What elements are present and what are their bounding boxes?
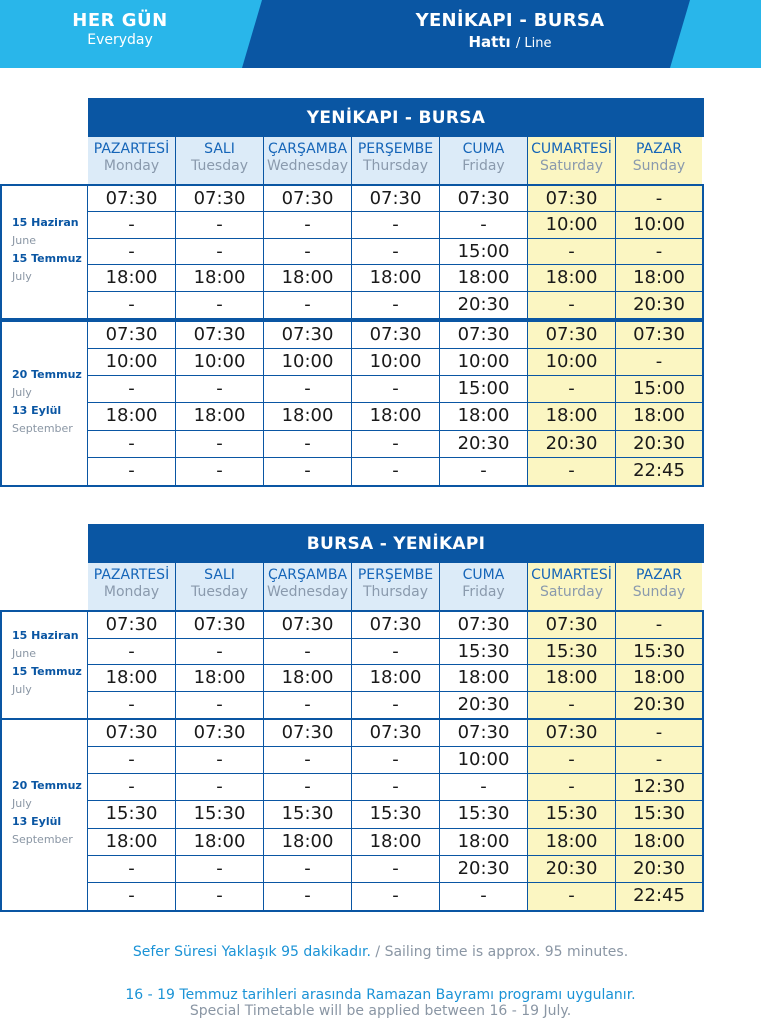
departure-time-cell: - bbox=[440, 212, 528, 237]
day-name-en: Sunday bbox=[632, 158, 686, 174]
departure-time-cell: 18:00 bbox=[440, 665, 528, 691]
departure-time-cell: 18:00 bbox=[528, 265, 616, 290]
departure-time-cell: - bbox=[352, 292, 440, 318]
departure-time-cell: - bbox=[528, 458, 616, 485]
departure-time-cell: - bbox=[528, 376, 616, 402]
departure-time-cell: 07:30 bbox=[528, 720, 616, 746]
time-row bbox=[88, 639, 702, 666]
departure-time-cell: - bbox=[264, 239, 352, 264]
frequency-subtitle: Everyday bbox=[87, 32, 153, 48]
period-month-en: June bbox=[12, 647, 36, 660]
time-row bbox=[88, 239, 702, 265]
departure-time-cell: 07:30 bbox=[88, 720, 176, 746]
day-name-en: Wednesday bbox=[266, 584, 349, 600]
departure-time-cell: 18:00 bbox=[528, 403, 616, 429]
day-header bbox=[616, 563, 702, 610]
departure-time-cell: - bbox=[528, 747, 616, 773]
departure-time-cell: - bbox=[352, 774, 440, 800]
day-header bbox=[440, 137, 528, 184]
departure-time-cell: 12:30 bbox=[616, 774, 702, 800]
departure-time-cell: - bbox=[616, 747, 702, 773]
time-row bbox=[88, 212, 702, 238]
time-row bbox=[88, 431, 702, 458]
time-row bbox=[88, 186, 702, 212]
departure-time-cell: 20:30 bbox=[440, 431, 528, 457]
day-name-tr: CUMARTESİ bbox=[531, 567, 612, 583]
time-row bbox=[88, 376, 702, 403]
departure-time-cell: 18:00 bbox=[352, 665, 440, 691]
time-row bbox=[88, 612, 702, 639]
frequency-label bbox=[30, 10, 210, 48]
departure-time-cell: 18:00 bbox=[176, 265, 264, 290]
departure-time-cell: - bbox=[616, 720, 702, 746]
line-subtitle bbox=[340, 33, 680, 51]
departure-time-cell: 07:30 bbox=[440, 720, 528, 746]
departure-time-cell: 20:30 bbox=[440, 692, 528, 719]
departure-time-cell: - bbox=[88, 431, 176, 457]
time-row bbox=[88, 349, 702, 376]
departure-time-cell: - bbox=[176, 376, 264, 402]
departure-time-cell: - bbox=[440, 883, 528, 910]
day-name-tr: PERŞEMBE bbox=[357, 141, 434, 157]
day-name-en: Tuesday bbox=[191, 158, 248, 174]
departure-time-cell: 07:30 bbox=[264, 612, 352, 638]
departure-time-cell: 07:30 bbox=[176, 720, 264, 746]
period-month-en: September bbox=[12, 421, 73, 435]
departure-time-cell: - bbox=[88, 292, 176, 318]
day-name-tr: CUMA bbox=[462, 141, 505, 157]
departure-time-cell: 15:00 bbox=[440, 376, 528, 402]
departure-time-cell: - bbox=[88, 774, 176, 800]
day-header bbox=[616, 137, 702, 184]
departure-time-cell: - bbox=[352, 431, 440, 457]
time-row bbox=[88, 403, 702, 430]
departure-time-cell: 18:00 bbox=[528, 829, 616, 855]
day-header bbox=[440, 563, 528, 610]
departure-time-cell: - bbox=[264, 458, 352, 485]
departure-time-cell: 10:00 bbox=[528, 212, 616, 237]
departure-time-cell: - bbox=[176, 692, 264, 719]
period-block bbox=[0, 718, 704, 912]
day-header bbox=[352, 137, 440, 184]
departure-time-cell: - bbox=[528, 239, 616, 264]
departure-time-cell: 18:00 bbox=[88, 403, 176, 429]
departure-time-cell: 07:30 bbox=[88, 186, 176, 211]
departure-time-cell: 18:00 bbox=[176, 403, 264, 429]
departure-time-cell: - bbox=[264, 883, 352, 910]
departure-time-cell: 18:00 bbox=[352, 265, 440, 290]
departure-time-cell: - bbox=[528, 692, 616, 719]
departure-time-cell: - bbox=[264, 639, 352, 665]
departure-time-cell: - bbox=[88, 692, 176, 719]
departure-time-cell: 07:30 bbox=[176, 186, 264, 211]
departure-time-cell: 18:00 bbox=[176, 829, 264, 855]
period-dates bbox=[2, 612, 88, 718]
departure-time-cell: 15:30 bbox=[616, 801, 702, 827]
departure-time-cell: 07:30 bbox=[176, 612, 264, 638]
departure-time-cell: - bbox=[176, 774, 264, 800]
period-month-en: July bbox=[12, 797, 32, 810]
header-banner bbox=[0, 0, 761, 68]
day-header bbox=[528, 563, 616, 610]
departure-time-cell: 18:00 bbox=[616, 265, 702, 290]
departure-time-cell: 18:00 bbox=[440, 829, 528, 855]
departure-time-cell: - bbox=[176, 292, 264, 318]
departure-time-cell: 15:00 bbox=[616, 376, 702, 402]
departure-time-cell: - bbox=[88, 747, 176, 773]
period-month-en: July bbox=[12, 683, 32, 696]
departure-time-cell: 07:30 bbox=[616, 322, 702, 348]
departure-time-cell: 15:30 bbox=[176, 801, 264, 827]
departure-time-cell: - bbox=[264, 292, 352, 318]
day-name-tr: ÇARŞAMBA bbox=[267, 567, 348, 583]
departure-time-cell: 07:30 bbox=[528, 612, 616, 638]
period-dates bbox=[2, 186, 88, 318]
day-headers bbox=[88, 137, 704, 184]
day-name-en: Monday bbox=[103, 584, 160, 600]
period-month-en: July bbox=[12, 385, 32, 399]
time-row bbox=[88, 856, 702, 883]
departure-time-cell: 18:00 bbox=[616, 665, 702, 691]
departure-time-cell: 15:30 bbox=[440, 639, 528, 665]
departure-time-cell: 07:30 bbox=[440, 612, 528, 638]
day-name-tr: SALI bbox=[204, 141, 235, 157]
period-block bbox=[0, 184, 704, 320]
departure-time-cell: 07:30 bbox=[352, 612, 440, 638]
departure-time-cell: - bbox=[528, 774, 616, 800]
period-block bbox=[0, 610, 704, 720]
departure-time-cell: 18:00 bbox=[88, 665, 176, 691]
special-timetable-en: Special Timetable will be applied between 16 - 19 July. bbox=[189, 1003, 572, 1019]
departure-time-cell: - bbox=[352, 212, 440, 237]
special-timetable-tr: 16 - 19 Temmuz tarihleri arasında Ramazan Bayramı programı uygulanır. bbox=[125, 987, 636, 1003]
departure-time-cell: - bbox=[528, 292, 616, 318]
period-month-en: September bbox=[12, 833, 73, 846]
departure-time-cell: - bbox=[176, 856, 264, 882]
departure-time-cell: 07:30 bbox=[528, 322, 616, 348]
departure-time-cell: 18:00 bbox=[88, 265, 176, 290]
day-name-en: Saturday bbox=[539, 158, 604, 174]
departure-time-cell: 18:00 bbox=[616, 829, 702, 855]
departure-time-cell: - bbox=[264, 774, 352, 800]
departure-time-cell: - bbox=[440, 774, 528, 800]
departure-time-cell: 07:30 bbox=[352, 720, 440, 746]
schedule-title: BURSA - YENİKAPI bbox=[88, 524, 704, 563]
period-dates bbox=[2, 720, 88, 910]
day-header bbox=[88, 137, 176, 184]
time-row bbox=[88, 774, 702, 801]
day-name-en: Thursday bbox=[362, 584, 429, 600]
departure-time-cell: - bbox=[176, 431, 264, 457]
departure-time-cell: - bbox=[352, 747, 440, 773]
departure-time-cell: 18:00 bbox=[616, 403, 702, 429]
departure-time-cell: 10:00 bbox=[88, 349, 176, 375]
departure-time-cell: 18:00 bbox=[264, 665, 352, 691]
line-label bbox=[340, 10, 680, 51]
period-month-en: July bbox=[12, 270, 32, 283]
departure-time-cell: 07:30 bbox=[352, 186, 440, 211]
departure-time-cell: 10:00 bbox=[264, 349, 352, 375]
schedule-title: YENİKAPI - BURSA bbox=[88, 98, 704, 137]
departure-time-cell: 20:30 bbox=[528, 856, 616, 882]
day-name-en: Monday bbox=[103, 158, 160, 174]
day-name-en: Saturday bbox=[539, 584, 604, 600]
departure-time-cell: 18:00 bbox=[352, 829, 440, 855]
time-row bbox=[88, 322, 702, 349]
day-header bbox=[352, 563, 440, 610]
period-date-tr: 15 Haziran bbox=[12, 216, 79, 229]
departure-time-cell: - bbox=[352, 856, 440, 882]
departure-time-cell: 20:30 bbox=[440, 292, 528, 318]
line-subtitle-tr: Hattı bbox=[468, 33, 511, 51]
day-name-tr: CUMARTESİ bbox=[531, 141, 612, 157]
departure-time-cell: 15:30 bbox=[528, 801, 616, 827]
departure-time-cell: - bbox=[352, 458, 440, 485]
departure-time-cell: - bbox=[88, 639, 176, 665]
departure-time-cell: - bbox=[352, 883, 440, 910]
day-name-en: Friday bbox=[462, 584, 505, 600]
departure-time-cell: 10:00 bbox=[440, 349, 528, 375]
departure-time-cell: - bbox=[176, 458, 264, 485]
departure-time-cell: - bbox=[352, 639, 440, 665]
departure-time-cell: - bbox=[616, 349, 702, 375]
line-subtitle-en: / Line bbox=[515, 36, 552, 51]
departure-time-cell: 15:30 bbox=[352, 801, 440, 827]
departure-time-cell: - bbox=[264, 376, 352, 402]
departure-time-cell: 15:30 bbox=[264, 801, 352, 827]
period-dates bbox=[2, 322, 88, 485]
time-row bbox=[88, 665, 702, 692]
time-row bbox=[88, 829, 702, 856]
departure-time-cell: 07:30 bbox=[264, 186, 352, 211]
sailing-time-note bbox=[0, 944, 761, 960]
departure-time-cell: 10:00 bbox=[616, 212, 702, 237]
period-month-en: June bbox=[12, 234, 36, 247]
period-date-tr: 13 Eylül bbox=[12, 403, 62, 417]
day-header bbox=[264, 563, 352, 610]
departure-time-cell: - bbox=[176, 747, 264, 773]
day-name-tr: CUMA bbox=[462, 567, 505, 583]
day-name-en: Tuesday bbox=[191, 584, 248, 600]
time-row bbox=[88, 720, 702, 747]
departure-time-cell: 07:30 bbox=[176, 322, 264, 348]
day-name-tr: ÇARŞAMBA bbox=[267, 141, 348, 157]
departure-time-cell: 18:00 bbox=[176, 665, 264, 691]
special-timetable-note bbox=[0, 987, 761, 1019]
departure-time-cell: 18:00 bbox=[264, 265, 352, 290]
day-name-en: Thursday bbox=[362, 158, 429, 174]
departure-time-cell: 07:30 bbox=[264, 322, 352, 348]
departure-time-cell: - bbox=[88, 212, 176, 237]
day-name-tr: PAZARTESİ bbox=[93, 567, 170, 583]
departure-time-cell: - bbox=[264, 692, 352, 719]
frequency-title: HER GÜN bbox=[72, 10, 168, 31]
day-header bbox=[264, 137, 352, 184]
day-header bbox=[176, 137, 264, 184]
period-date-tr: 13 Eylül bbox=[12, 815, 62, 828]
time-row bbox=[88, 265, 702, 291]
departure-time-cell: - bbox=[264, 212, 352, 237]
departure-time-cell: - bbox=[264, 747, 352, 773]
departure-time-cell: 20:30 bbox=[616, 431, 702, 457]
departure-time-cell: - bbox=[616, 186, 702, 211]
period-date-tr: 20 Temmuz bbox=[12, 779, 82, 792]
sailing-time-tr: Sefer Süresi Yaklaşık 95 dakikadır. bbox=[132, 944, 371, 960]
departure-time-cell: 15:00 bbox=[440, 239, 528, 264]
time-row bbox=[88, 883, 702, 910]
day-header bbox=[88, 563, 176, 610]
period-date-tr: 15 Haziran bbox=[12, 629, 79, 642]
sailing-time-en: / Sailing time is approx. 95 minutes. bbox=[375, 944, 629, 960]
departure-time-cell: 07:30 bbox=[88, 612, 176, 638]
departure-time-cell: - bbox=[616, 239, 702, 264]
departure-time-cell: - bbox=[176, 212, 264, 237]
departure-time-cell: 20:30 bbox=[616, 292, 702, 318]
departure-time-cell: 22:45 bbox=[616, 458, 702, 485]
departure-time-cell: 15:30 bbox=[616, 639, 702, 665]
departure-time-cell: 07:30 bbox=[528, 186, 616, 211]
time-row bbox=[88, 801, 702, 828]
departure-time-cell: - bbox=[176, 239, 264, 264]
departure-time-cell: 18:00 bbox=[352, 403, 440, 429]
day-headers bbox=[88, 563, 704, 610]
departure-time-cell: 07:30 bbox=[440, 186, 528, 211]
departure-time-cell: - bbox=[352, 692, 440, 719]
departure-time-cell: 18:00 bbox=[528, 665, 616, 691]
departure-time-cell: 22:45 bbox=[616, 883, 702, 910]
departure-time-cell: - bbox=[88, 376, 176, 402]
departure-time-cell: - bbox=[88, 239, 176, 264]
departure-time-cell: - bbox=[528, 883, 616, 910]
departure-time-cell: - bbox=[264, 856, 352, 882]
departure-time-cell: - bbox=[440, 458, 528, 485]
period-date-tr: 20 Temmuz bbox=[12, 367, 82, 381]
line-title: YENİKAPI - BURSA bbox=[415, 10, 605, 31]
departure-time-cell: 18:00 bbox=[264, 403, 352, 429]
day-name-tr: SALI bbox=[204, 567, 235, 583]
day-name-en: Sunday bbox=[632, 584, 686, 600]
departure-time-cell: 20:30 bbox=[440, 856, 528, 882]
departure-time-cell: 20:30 bbox=[616, 856, 702, 882]
departure-time-cell: 18:00 bbox=[440, 265, 528, 290]
departure-time-cell: 15:30 bbox=[528, 639, 616, 665]
period-date-tr: 15 Temmuz bbox=[12, 665, 82, 678]
day-name-tr: PAZARTESİ bbox=[93, 141, 170, 157]
departure-time-cell: - bbox=[176, 639, 264, 665]
period-block bbox=[0, 320, 704, 487]
departure-time-cell: 07:30 bbox=[264, 720, 352, 746]
departure-time-cell: - bbox=[88, 458, 176, 485]
departure-time-cell: - bbox=[88, 883, 176, 910]
time-row bbox=[88, 292, 702, 318]
departure-time-cell: 15:30 bbox=[440, 801, 528, 827]
period-date-tr: 15 Temmuz bbox=[12, 252, 82, 265]
departure-time-cell: 10:00 bbox=[352, 349, 440, 375]
departure-time-cell: 18:00 bbox=[88, 829, 176, 855]
day-name-tr: PAZAR bbox=[635, 567, 683, 583]
time-row bbox=[88, 692, 702, 719]
departure-time-cell: - bbox=[352, 239, 440, 264]
departure-time-cell: 07:30 bbox=[352, 322, 440, 348]
departure-time-cell: 20:30 bbox=[528, 431, 616, 457]
departure-time-cell: 15:30 bbox=[88, 801, 176, 827]
departure-time-cell: - bbox=[616, 612, 702, 638]
departure-time-cell: 07:30 bbox=[88, 322, 176, 348]
departure-time-cell: - bbox=[88, 856, 176, 882]
day-name-tr: PERŞEMBE bbox=[357, 567, 434, 583]
day-header bbox=[528, 137, 616, 184]
time-row bbox=[88, 458, 702, 485]
departure-time-cell: 20:30 bbox=[616, 692, 702, 719]
day-name-en: Wednesday bbox=[266, 158, 349, 174]
departure-time-cell: 10:00 bbox=[176, 349, 264, 375]
day-header bbox=[176, 563, 264, 610]
departure-time-cell: - bbox=[176, 883, 264, 910]
day-name-en: Friday bbox=[462, 158, 505, 174]
departure-time-cell: 07:30 bbox=[440, 322, 528, 348]
departure-time-cell: 18:00 bbox=[440, 403, 528, 429]
time-row bbox=[88, 747, 702, 774]
departure-time-cell: 10:00 bbox=[528, 349, 616, 375]
departure-time-cell: 18:00 bbox=[264, 829, 352, 855]
departure-time-cell: 10:00 bbox=[440, 747, 528, 773]
day-name-tr: PAZAR bbox=[635, 141, 683, 157]
departure-time-cell: - bbox=[352, 376, 440, 402]
departure-time-cell: - bbox=[264, 431, 352, 457]
